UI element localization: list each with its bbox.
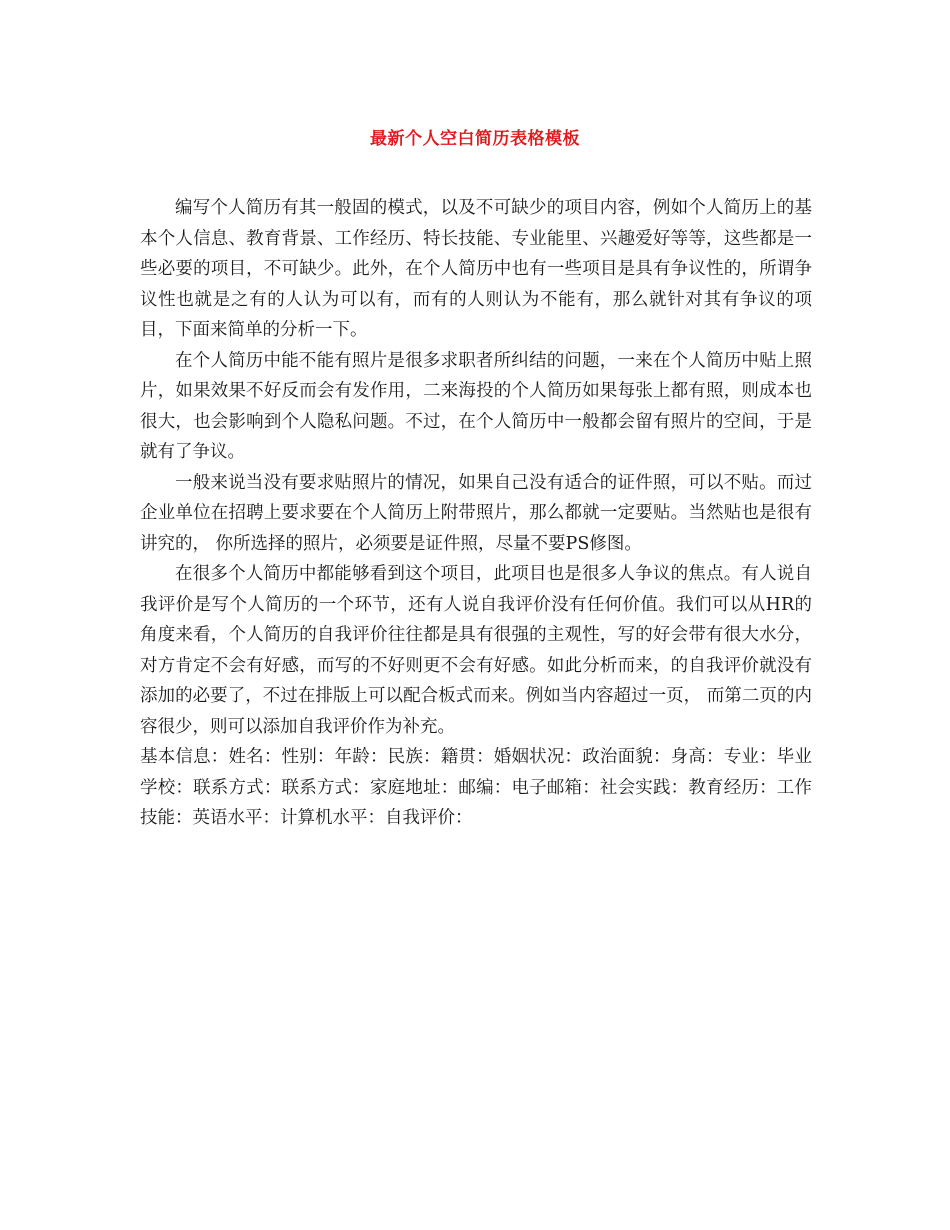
resume-fields-list: 基本信息：姓名：性别：年龄：民族：籍贯：婚姻状况：政治面貌：身高：专业：毕业学校：联系方式：联系方式：家庭地址：邮编：电子邮箱：社会实践：教育经历：工作技能：英语水平：计算机水平：自我评价： [140, 747, 812, 828]
paragraph-photo: 在个人简历中能不能有照片是很多求职者所纠结的问题，一来在个人简历中贴上照片，如果效果不好反而会有发作用，二来海投的个人简历如果每张上都有照，则成本也很大，也会影响到个人隐私问题。不过，在个人简历中一般都会留有照片的空间，于是就有了争议。 [140, 350, 812, 462]
paragraph-intro: 编写个人简历有其一般固的模式，以及不可缺少的项目内容，例如个人简历上的基本个人信息、教育背景、工作经历、特长技能、专业能里、兴趣爱好等等，这些都是一些必要的项目，不可缺少。此外，在个人简历中也有一些项目是具有争议性的，所谓争议性也就是之有的人认为可以有，而有的人则认为不能有，那么就针对其有争议的项目，下面来简单的分析一下。 [140, 198, 812, 340]
paragraph-photo-advice: 一般来说当没有要求贴照片的情况，如果自己没有适合的证件照，可以不贴。而过企业单位在招聘上要求要在个人简历上附带照片，那么都就一定要贴。当然贴也是很有讲究的， 你所选择的照片，必须要是证件照，尽量不要PS修图。 [140, 472, 812, 554]
document-body [140, 193, 812, 834]
paragraph-self-evaluation: 在很多个人简历中都能够看到这个项目，此项目也是很多人争议的焦点。有人说自我评价是写个人简历的一个环节，还有人说自我评价没有任何价值。我们可以从HR的角度来看，个人简历的自我评价往往都是具有很强的主观性，写的好会带有很大水分，对方肯定不会有好感，而写的不好则更不会有好感。如此分析而来，的自我评价就没有添加的必要了，不过在排版上可以配合板式而来。例如当内容超过一页， 而第二页的内容很少，则可以添加自我评价作为补充。 [140, 564, 812, 737]
document-title: 最新个人空白简历表格模板 [370, 129, 580, 149]
